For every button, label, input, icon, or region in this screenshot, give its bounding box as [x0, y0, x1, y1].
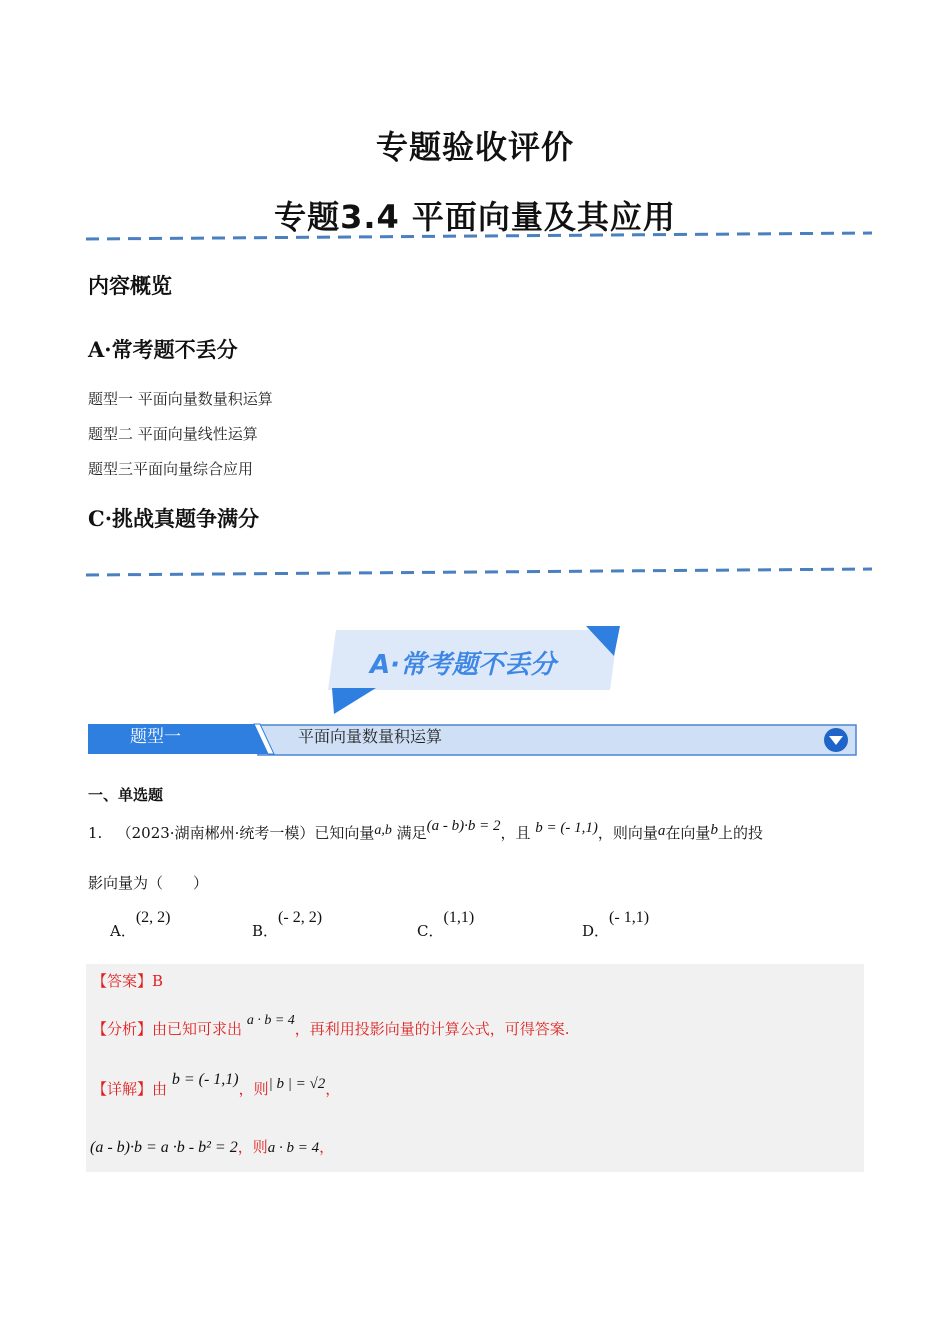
- detail-line-1: [92, 1071, 341, 1099]
- option-d-letter: D．: [582, 922, 610, 940]
- analysis-post: ，再利用投影向量的计算公式，可得答案.: [294, 1020, 570, 1038]
- detail-line2-equation: (a - b)·b = a ·b - b² = 2: [90, 1139, 238, 1156]
- section-a-heading: A·常考题不丢分: [88, 337, 238, 362]
- question-in-direction: 在向量: [665, 824, 711, 842]
- option-a-value: (2, 2): [135, 909, 171, 926]
- dashed-divider-top: [86, 228, 872, 244]
- question-satisfy: 满足: [396, 824, 427, 842]
- option-a-letter: A．: [110, 922, 136, 940]
- toc-item-2: 题型二 平面向量线性运算: [88, 425, 258, 443]
- option-b-letter: B．: [252, 922, 279, 940]
- page-subtitle: 专题3.4 平面向量及其应用: [274, 198, 676, 236]
- option-b-value: (- 2, 2): [278, 909, 323, 926]
- option-d[interactable]: [582, 906, 650, 940]
- question-a-symbol: a: [657, 823, 666, 839]
- overview-heading: 内容概览: [88, 273, 172, 298]
- question-1-line2: 影向量为（ ）: [88, 874, 209, 892]
- option-c-letter: C．: [417, 922, 444, 940]
- detail-line2-equation-2: a · b = 4: [267, 1140, 320, 1156]
- question-condition: (a - b)·b = 2: [426, 818, 501, 834]
- question-vectors: a,b: [374, 823, 392, 838]
- option-c-value: (1,1): [443, 909, 475, 926]
- analysis-tag: 【分析】: [92, 1020, 153, 1038]
- question-b-symbol: b: [710, 822, 718, 838]
- option-b[interactable]: [252, 906, 323, 940]
- question-then: ，则向量: [597, 824, 658, 842]
- detail-pre: 由: [152, 1080, 168, 1098]
- detail-comma: ，: [325, 1080, 341, 1098]
- detail-line2-then: ，则: [237, 1138, 268, 1156]
- analysis-pre: 由已知可求出: [152, 1020, 243, 1038]
- question-number: 1.: [88, 824, 103, 842]
- type-bar-graphic: [88, 722, 860, 758]
- chevron-down-icon[interactable]: [822, 726, 850, 754]
- detail-equation-1: b = (- 1,1): [171, 1071, 239, 1088]
- detail-line2-end: ，: [319, 1138, 335, 1156]
- section-c-heading: C·挑战真题争满分: [88, 506, 260, 531]
- toc-item-1: 题型一 平面向量数量积运算: [88, 390, 273, 408]
- dashed-divider-bottom: [86, 564, 872, 580]
- answer-line: 【答案】B: [92, 972, 164, 990]
- detail-then: ，则: [238, 1080, 269, 1098]
- section-banner-label: A·常考题不丢分: [370, 650, 556, 680]
- detail-line-2: [90, 1136, 334, 1157]
- question-section-heading: 一、单选题: [88, 786, 164, 804]
- option-d-value: (- 1,1): [609, 909, 650, 926]
- option-c[interactable]: [417, 906, 475, 940]
- type-bar-tab: 题型一: [130, 727, 181, 747]
- detail-equation-2: | b | = √2: [268, 1076, 326, 1092]
- analysis-line: [92, 1013, 570, 1039]
- option-a[interactable]: [110, 906, 171, 940]
- question-comma-and: ，且: [500, 824, 531, 842]
- question-b-value: b = (- 1,1): [535, 820, 598, 836]
- question-projection-text: 上的投: [717, 824, 763, 842]
- toc-item-3: 题型三平面向量综合应用: [88, 460, 254, 478]
- page-title: 专题验收评价: [375, 128, 574, 166]
- question-source: （2023·湖南郴州·统考一模）已知向量: [116, 824, 375, 842]
- question-1-line1: [88, 818, 763, 843]
- type-bar-title: 平面向量数量积运算: [298, 727, 443, 746]
- analysis-equation: a · b = 4: [246, 1013, 295, 1028]
- detail-tag: 【详解】: [92, 1080, 153, 1098]
